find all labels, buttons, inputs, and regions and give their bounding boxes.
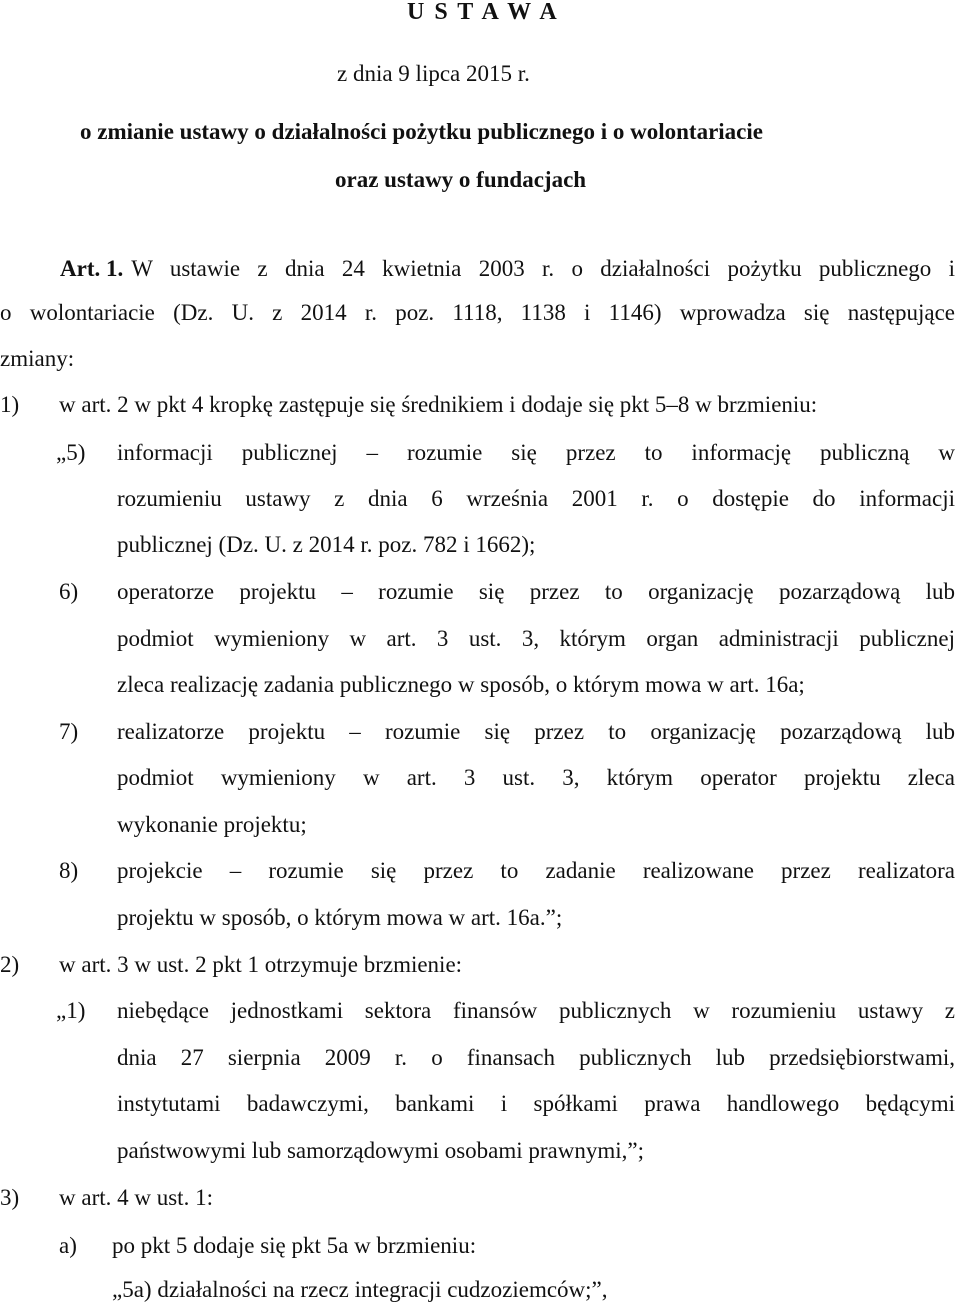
document-subject-line-2: oraz ustawy o fundacjach [335,167,587,192]
item-7-number: 7) [59,719,79,744]
point-2-item-line-3: instytutami badawczymi, bankami i spółkami prawa handlowego będącymi [117,1091,955,1116]
point-2-item-line-2: dnia 27 sierpnia 2009 r. o finansach publicznych lub przedsiębiorstwami, [117,1045,955,1070]
point-2-number: 2) [0,952,20,977]
item-6-line-3: zleca realizację zadania publicznego w sposób, o którym mowa w art. 16a; [117,672,805,697]
item-5-line-1: informacji publicznej – rozumie się przez to informację publiczną w [117,440,955,465]
document-date: z dnia 9 lipca 2015 r. [337,61,530,86]
document-title: U S T A W A [407,0,559,25]
point-3-sub-text: po pkt 5 dodaje się pkt 5a w brzmieniu: [112,1233,477,1258]
item-5-line-3: publicznej (Dz. U. z 2014 r. poz. 782 i 1662); [117,532,536,557]
article-1-intro-line-2: o wolontariacie (Dz. U. z 2014 r. poz. 1118, 1138 i 1146) wprowadza się następujące [0,300,955,325]
item-8-line-1: projekcie – rozumie się przez to zadanie realizowane przez realizatora [117,858,955,883]
item-7-line-3: wykonanie projektu; [117,812,307,837]
item-8-number: 8) [59,858,79,883]
article-1-intro-line-3: zmiany: [0,346,75,371]
item-7-line-1: realizatorze projektu – rozumie się przez to organizację pozarządową lub [117,719,955,744]
item-6-number: 6) [59,579,79,604]
item-7-line-2: podmiot wymieniony w art. 3 ust. 3, którym operator projektu zleca [117,765,955,790]
article-1-intro-text: W ustawie z dnia 24 kwietnia 2003 r. o działalności pożytku publicznego i [131,256,955,281]
point-3-number: 3) [0,1185,20,1210]
point-2-item-line-1: niebędące jednostkami sektora finansów publicznych w rozumieniu ustawy z [117,998,955,1023]
article-1-label: Art. 1. [60,256,124,281]
article-1-intro-line-1 [60,255,955,283]
point-3-sub-number: a) [59,1233,77,1258]
point-1-text: w art. 2 w pkt 4 kropkę zastępuje się średnikiem i dodaje się pkt 5–8 w brzmieniu: [59,392,818,417]
point-2-item-line-4: państwowymi lub samorządowymi osobami prawnymi,”; [117,1138,645,1163]
item-6-line-2: podmiot wymieniony w art. 3 ust. 3, którym organ administracji publicznej [117,626,955,651]
point-3-text: w art. 4 w ust. 1: [59,1185,213,1210]
document-subject-line-1: o zmianie ustawy o działalności pożytku publicznego i o wolontariacie [80,119,763,144]
point-2-text: w art. 3 w ust. 2 pkt 1 otrzymuje brzmienie: [59,952,463,977]
point-2-item-number: „1) [56,998,86,1023]
point-1-number: 1) [0,392,20,417]
item-5-line-2: rozumieniu ustawy z dnia 6 września 2001 r. o dostępie do informacji [117,486,955,511]
item-6-line-1: operatorze projektu – rozumie się przez to organizację pozarządową lub [117,579,955,604]
item-8-line-2: projektu w sposób, o którym mowa w art. 16a.”; [117,905,563,930]
item-5-number: „5) [56,440,86,465]
point-3-quote: „5a) działalności na rzecz integracji cudzoziemców;”, [112,1277,608,1302]
